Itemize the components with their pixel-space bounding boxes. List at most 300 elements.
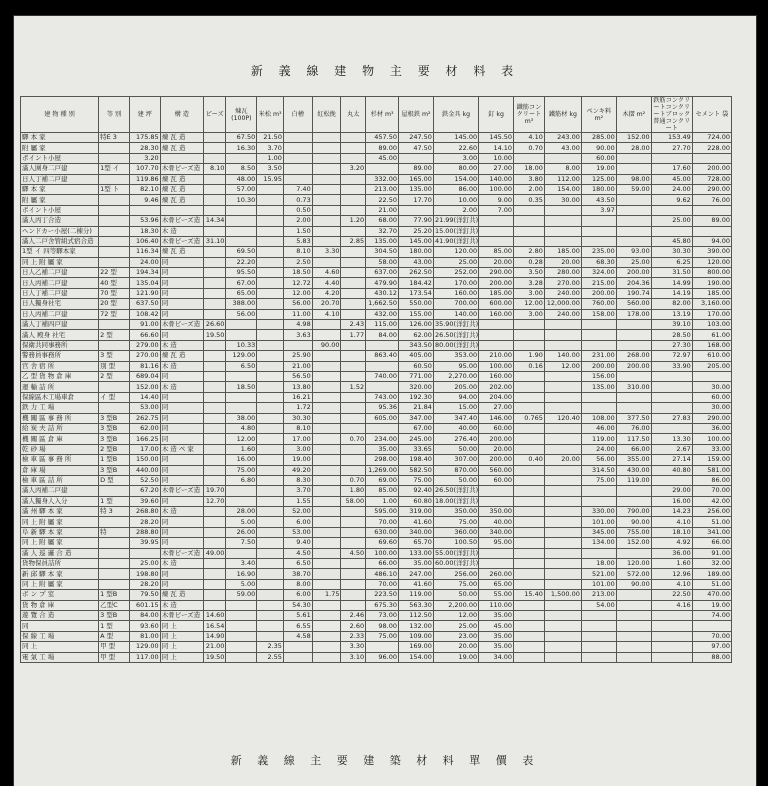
table-row — [21, 538, 732, 548]
table-cell: 3 型B — [99, 413, 130, 423]
table-cell: 28.00 — [226, 507, 257, 517]
table-cell — [399, 205, 434, 215]
table-cell: 8.00 — [283, 579, 312, 589]
table-cell — [341, 174, 366, 184]
table-cell — [226, 226, 257, 236]
table-row — [21, 174, 732, 184]
table-cell: 56.00 — [581, 455, 616, 465]
table-cell: 154.00 — [433, 174, 478, 184]
table-cell: 16.21 — [283, 392, 312, 402]
table-cell — [341, 423, 366, 433]
table-cell: 2.00 — [283, 216, 312, 226]
table-cell — [544, 423, 581, 433]
row-label: 貨物保員詰所 — [21, 559, 99, 569]
table-cell: 298.00 — [366, 455, 399, 465]
table-cell: 146.00 — [479, 413, 514, 423]
table-cell: 198.80 — [129, 569, 160, 579]
table-cell: 112.00 — [544, 174, 581, 184]
table-cell: 36.00 — [692, 423, 731, 433]
table-cell: 木 造 — [160, 507, 203, 517]
table-cell: 93.60 — [129, 621, 160, 631]
table-cell: 7.40 — [283, 184, 312, 194]
table-cell — [341, 600, 366, 610]
table-cell: 30.00 — [544, 195, 581, 205]
table-cell: 33.90 — [651, 361, 692, 371]
table-cell: 86.00 — [692, 475, 731, 485]
table-cell: 156.00 — [581, 371, 616, 381]
table-cell: 30.00 — [692, 382, 731, 392]
table-cell — [341, 351, 366, 361]
table-cell: 73.00 — [366, 610, 399, 620]
table-cell: 2.00 — [514, 184, 545, 194]
table-cell — [544, 517, 581, 527]
table-cell — [257, 205, 284, 215]
table-cell: 0.70 — [341, 434, 366, 444]
table-cell: 582.50 — [399, 465, 434, 475]
table-cell: 2,270.00 — [433, 371, 478, 381]
table-cell: 35.00 — [366, 444, 399, 454]
table-cell — [312, 205, 341, 215]
table-cell: 15.00 — [433, 403, 478, 413]
table-cell — [341, 392, 366, 402]
table-cell: 49.20 — [283, 465, 312, 475]
table-cell — [283, 133, 312, 143]
table-cell — [616, 195, 651, 205]
table-cell: 甲 型 — [99, 652, 130, 662]
table-cell — [312, 330, 341, 340]
table-cell — [312, 413, 341, 423]
table-cell: 2.67 — [651, 444, 692, 454]
table-cell: 58.00 — [366, 257, 399, 267]
table-cell — [99, 205, 130, 215]
table-row — [21, 278, 732, 288]
table-cell: 200.00 — [616, 268, 651, 278]
table-cell: 25.00 — [129, 559, 160, 569]
table-cell — [544, 392, 581, 402]
table-cell — [544, 569, 581, 579]
table-cell: 159.00 — [692, 455, 731, 465]
table-cell: 54.00 — [581, 600, 616, 610]
table-cell: 75.00 — [399, 475, 434, 485]
table-cell: 200.00 — [479, 434, 514, 444]
table-cell: 20.00 — [433, 642, 478, 652]
table-cell: 1,662.50 — [366, 299, 399, 309]
table-row — [21, 340, 732, 350]
table-cell: 200.00 — [581, 361, 616, 371]
table-cell: 304.50 — [366, 247, 399, 257]
table-cell: 乙型C — [99, 600, 130, 610]
table-cell: 262.50 — [399, 268, 434, 278]
table-cell: 59.00 — [616, 184, 651, 194]
table-cell: 129.00 — [129, 642, 160, 652]
table-cell: 192.30 — [399, 392, 434, 402]
table-cell: 煉 瓦 造 — [160, 590, 203, 600]
table-cell — [479, 340, 514, 350]
table-cell: 48.00 — [226, 174, 257, 184]
table-cell — [341, 455, 366, 465]
table-cell: 66.00 — [692, 538, 731, 548]
table-cell — [616, 631, 651, 641]
table-cell: 14.99 — [651, 278, 692, 288]
table-cell — [544, 548, 581, 558]
table-cell: 12.00 — [283, 288, 312, 298]
table-cell: 119.00 — [399, 590, 434, 600]
table-cell: 247.50 — [399, 133, 434, 143]
table-cell — [544, 538, 581, 548]
table-row — [21, 569, 732, 579]
table-cell: 1 型 — [99, 496, 130, 506]
table-cell: 107.70 — [129, 164, 160, 174]
table-cell: 129.00 — [226, 351, 257, 361]
table-cell: 1.55 — [283, 496, 312, 506]
table-cell: 24.00 — [651, 184, 692, 194]
table-cell: 155.00 — [399, 309, 434, 319]
table-cell: 60.00 — [692, 392, 731, 402]
table-cell: 8.10 — [283, 423, 312, 433]
table-cell: 2.43 — [341, 320, 366, 330]
table-cell — [257, 216, 284, 226]
footer-title: 新 義 線 主 要 建 築 材 料 單 價 表 — [230, 754, 540, 767]
table-cell: 96.00 — [366, 652, 399, 662]
table-cell: 木 造 — [160, 340, 203, 350]
table-cell — [514, 569, 545, 579]
table-row — [21, 434, 732, 444]
table-cell — [257, 413, 284, 423]
table-cell: 332.00 — [366, 174, 399, 184]
table-cell: 92.40 — [399, 486, 434, 496]
table-cell — [257, 226, 284, 236]
table-cell: 43.50 — [581, 195, 616, 205]
table-cell — [651, 642, 692, 652]
table-cell — [616, 371, 651, 381]
table-cell: 9.62 — [651, 195, 692, 205]
table-cell: 20.00 — [544, 257, 581, 267]
table-cell — [312, 371, 341, 381]
table-cell: D 型 — [99, 475, 130, 485]
table-cell: 39.60 — [129, 496, 160, 506]
table-cell — [514, 403, 545, 413]
table-cell: 35.00 — [399, 559, 434, 569]
table-cell: 53.00 — [283, 527, 312, 537]
table-cell: 2.33 — [341, 631, 366, 641]
table-cell — [341, 444, 366, 454]
table-cell — [341, 247, 366, 257]
table-cell: 75.00 — [433, 517, 478, 527]
table-cell — [226, 486, 257, 496]
table-cell — [257, 278, 284, 288]
table-cell: 同 上 — [160, 642, 203, 652]
row-label: 同 上 — [21, 642, 99, 652]
table-cell: 38.70 — [283, 569, 312, 579]
table-cell: 330.00 — [581, 507, 616, 517]
table-cell: 405.00 — [399, 351, 434, 361]
table-row — [21, 455, 732, 465]
row-label: 運 輸 詰 所 — [21, 382, 99, 392]
table-cell — [514, 226, 545, 236]
table-cell — [514, 205, 545, 215]
table-cell — [283, 164, 312, 174]
table-cell: 245.00 — [399, 434, 434, 444]
table-cell — [257, 579, 284, 589]
table-cell — [616, 496, 651, 506]
table-cell — [651, 205, 692, 215]
table-cell: 同 — [160, 517, 203, 527]
table-cell — [341, 590, 366, 600]
table-cell: 60.00 — [581, 153, 616, 163]
table-cell: 43.00 — [399, 257, 434, 267]
table-cell: 2.50 — [283, 257, 312, 267]
table-cell — [581, 330, 616, 340]
row-label: 滿人丙補二戸建 — [21, 486, 99, 496]
table-cell: 109.00 — [399, 631, 434, 641]
table-cell: 煉 瓦 造 — [160, 133, 203, 143]
table-cell — [226, 642, 257, 652]
table-cell: 36.00 — [651, 548, 692, 558]
table-cell — [341, 569, 366, 579]
row-label: 同 上 附 屬 家 — [21, 579, 99, 589]
table-cell: 3.40 — [226, 559, 257, 569]
table-cell: 21.00 — [203, 642, 226, 652]
row-label: 機 關 區 倉 庫 — [21, 434, 99, 444]
row-label: 1型 イ 四等驛本家 — [21, 247, 99, 257]
table-cell — [479, 559, 514, 569]
table-cell — [257, 320, 284, 330]
table-cell: 270.00 — [129, 351, 160, 361]
table-cell: 85.00 — [479, 247, 514, 257]
table-cell — [257, 486, 284, 496]
table-cell — [341, 465, 366, 475]
table-cell — [312, 320, 341, 330]
table-row — [21, 299, 732, 309]
table-cell — [203, 257, 226, 267]
table-cell — [99, 236, 130, 246]
table-cell: 67.50 — [226, 133, 257, 143]
table-cell — [581, 496, 616, 506]
table-cell: 12.00 — [544, 361, 581, 371]
table-cell: 1.75 — [312, 590, 341, 600]
table-cell: 27.00 — [479, 164, 514, 174]
column-header: セメント 袋 — [692, 97, 731, 133]
table-cell — [514, 621, 545, 631]
table-cell — [203, 475, 226, 485]
table-cell: 57.00 — [226, 184, 257, 194]
table-cell: 200.00 — [479, 278, 514, 288]
table-cell: 66.00 — [366, 559, 399, 569]
table-cell — [226, 371, 257, 381]
table-cell: 100.00 — [692, 434, 731, 444]
table-cell — [341, 143, 366, 153]
table-cell: 610.00 — [692, 351, 731, 361]
table-cell: 120.00 — [692, 257, 731, 267]
column-header: 構 造 — [160, 97, 203, 133]
table-cell — [312, 195, 341, 205]
table-cell — [203, 351, 226, 361]
table-cell: 4.50 — [283, 548, 312, 558]
table-cell — [341, 184, 366, 194]
table-cell: 190.00 — [692, 278, 731, 288]
table-cell — [514, 423, 545, 433]
table-cell: 7.50 — [226, 538, 257, 548]
table-cell — [203, 268, 226, 278]
table-cell: 26.60 — [203, 320, 226, 330]
table-cell — [257, 288, 284, 298]
table-cell: 47.50 — [399, 143, 434, 153]
table-cell: 3.70 — [283, 486, 312, 496]
table-row — [21, 382, 732, 392]
table-cell: 6.50 — [283, 559, 312, 569]
table-cell: 119.00 — [616, 475, 651, 485]
table-cell: 56.50 — [283, 371, 312, 381]
table-cell — [99, 320, 130, 330]
table-cell: 15.95 — [257, 174, 284, 184]
table-cell: 3 型B — [99, 423, 130, 433]
table-row — [21, 600, 732, 610]
table-cell: 231.00 — [581, 351, 616, 361]
table-cell: 347.40 — [433, 413, 478, 423]
table-cell: 95.00 — [479, 538, 514, 548]
table-cell: 55.00 — [479, 590, 514, 600]
table-cell: 262.75 — [129, 413, 160, 423]
table-cell: 115.00 — [366, 320, 399, 330]
materials-table — [20, 96, 732, 663]
table-cell: 160.00 — [479, 371, 514, 381]
table-cell: 23.00 — [433, 631, 478, 641]
table-cell — [544, 486, 581, 496]
table-cell — [514, 340, 545, 350]
table-cell — [341, 361, 366, 371]
column-header: 木摺 m² — [616, 97, 651, 133]
table-cell: 319.00 — [399, 507, 434, 517]
column-header: 釘 kg — [479, 97, 514, 133]
table-cell — [312, 527, 341, 537]
table-cell: 21.50 — [257, 133, 284, 143]
table-cell — [257, 610, 284, 620]
row-label: 同 — [21, 621, 99, 631]
table-cell — [99, 174, 130, 184]
table-cell: 14.23 — [651, 507, 692, 517]
table-cell: 1.60 — [226, 444, 257, 454]
table-cell: 202.00 — [479, 382, 514, 392]
table-cell: 360.00 — [433, 527, 478, 537]
table-cell — [257, 330, 284, 340]
table-cell: 307.00 — [433, 455, 478, 465]
table-cell: 25.90 — [283, 351, 312, 361]
column-header: 鐵筋材 kg — [544, 97, 581, 133]
row-label: ポイント小屋 — [21, 153, 99, 163]
table-cell: 67.00 — [399, 423, 434, 433]
table-cell: 95.50 — [226, 268, 257, 278]
table-cell: 285.00 — [581, 133, 616, 143]
table-cell: 194.34 — [129, 268, 160, 278]
table-cell — [341, 195, 366, 205]
table-cell — [283, 174, 312, 184]
table-cell — [514, 434, 545, 444]
table-cell: 56.00 — [226, 309, 257, 319]
table-cell: 521.00 — [581, 569, 616, 579]
table-cell: 637.50 — [129, 299, 160, 309]
table-cell: 180.00 — [399, 247, 434, 257]
table-cell: 25.00 — [651, 216, 692, 226]
table-cell — [616, 548, 651, 558]
table-cell — [312, 600, 341, 610]
table-cell: 94.00 — [433, 392, 478, 402]
row-label: 檢 車 區 詰 所 — [21, 475, 99, 485]
table-cell — [312, 434, 341, 444]
table-cell: 1.00 — [366, 496, 399, 506]
table-cell: 121.90 — [129, 288, 160, 298]
table-cell — [581, 392, 616, 402]
table-cell: 4.16 — [651, 600, 692, 610]
table-cell: 13.80 — [283, 382, 312, 392]
table-cell: 637.00 — [366, 268, 399, 278]
table-cell — [651, 621, 692, 631]
table-cell: 同 — [160, 330, 203, 340]
table-cell — [544, 465, 581, 475]
table-cell: 同 — [160, 371, 203, 381]
table-cell: 760.00 — [581, 299, 616, 309]
table-cell — [312, 164, 341, 174]
table-cell — [581, 340, 616, 350]
table-cell: 木 造 — [160, 226, 203, 236]
table-cell — [283, 642, 312, 652]
table-cell — [544, 642, 581, 652]
table-cell: 601.15 — [129, 600, 160, 610]
table-cell — [203, 195, 226, 205]
table-cell: 67.00 — [226, 278, 257, 288]
table-cell: 3.30 — [312, 247, 341, 257]
table-cell: 16.00 — [226, 455, 257, 465]
table-cell: 木骨ビーズ造 — [160, 236, 203, 246]
row-label: 附 屬 家 — [21, 143, 99, 153]
table-cell — [544, 600, 581, 610]
table-cell: 20.70 — [312, 299, 341, 309]
table-cell: 同 — [160, 423, 203, 433]
table-cell: 50.00 — [433, 475, 478, 485]
table-cell: 69.00 — [366, 475, 399, 485]
table-cell — [203, 153, 226, 163]
table-cell: 22.50 — [366, 195, 399, 205]
table-cell: 53.96 — [129, 216, 160, 226]
table-cell: 20.00 — [479, 444, 514, 454]
table-cell: 89.00 — [366, 143, 399, 153]
table-cell: 2.85 — [341, 236, 366, 246]
table-cell: 1 型B — [99, 455, 130, 465]
table-cell: 25.00 — [433, 621, 478, 631]
table-cell: 120.00 — [616, 559, 651, 569]
table-cell: 168.00 — [692, 340, 731, 350]
table-cell: 17.00 — [283, 434, 312, 444]
row-label: 日人丁補二戸建 — [21, 174, 99, 184]
table-cell — [341, 371, 366, 381]
table-cell: 6.55 — [283, 621, 312, 631]
table-cell: 70.00 — [366, 517, 399, 527]
row-label: 貨 物 倉 庫 — [21, 600, 99, 610]
table-cell: 134.00 — [581, 538, 616, 548]
table-cell: 479.90 — [366, 278, 399, 288]
table-cell: 90.00 — [616, 517, 651, 527]
table-cell: 3 型 — [99, 351, 130, 361]
table-cell: 2 型 — [99, 371, 130, 381]
table-row — [21, 444, 732, 454]
table-cell — [514, 486, 545, 496]
row-label: 滿人二戸舍管組式宿合造 — [21, 236, 99, 246]
table-cell: 200.00 — [692, 164, 731, 174]
table-cell: 353.00 — [433, 351, 478, 361]
table-cell — [226, 496, 257, 506]
table-cell: 同 — [160, 413, 203, 423]
table-cell — [312, 465, 341, 475]
table-cell: 60.00(洋釘共) — [434, 559, 479, 568]
